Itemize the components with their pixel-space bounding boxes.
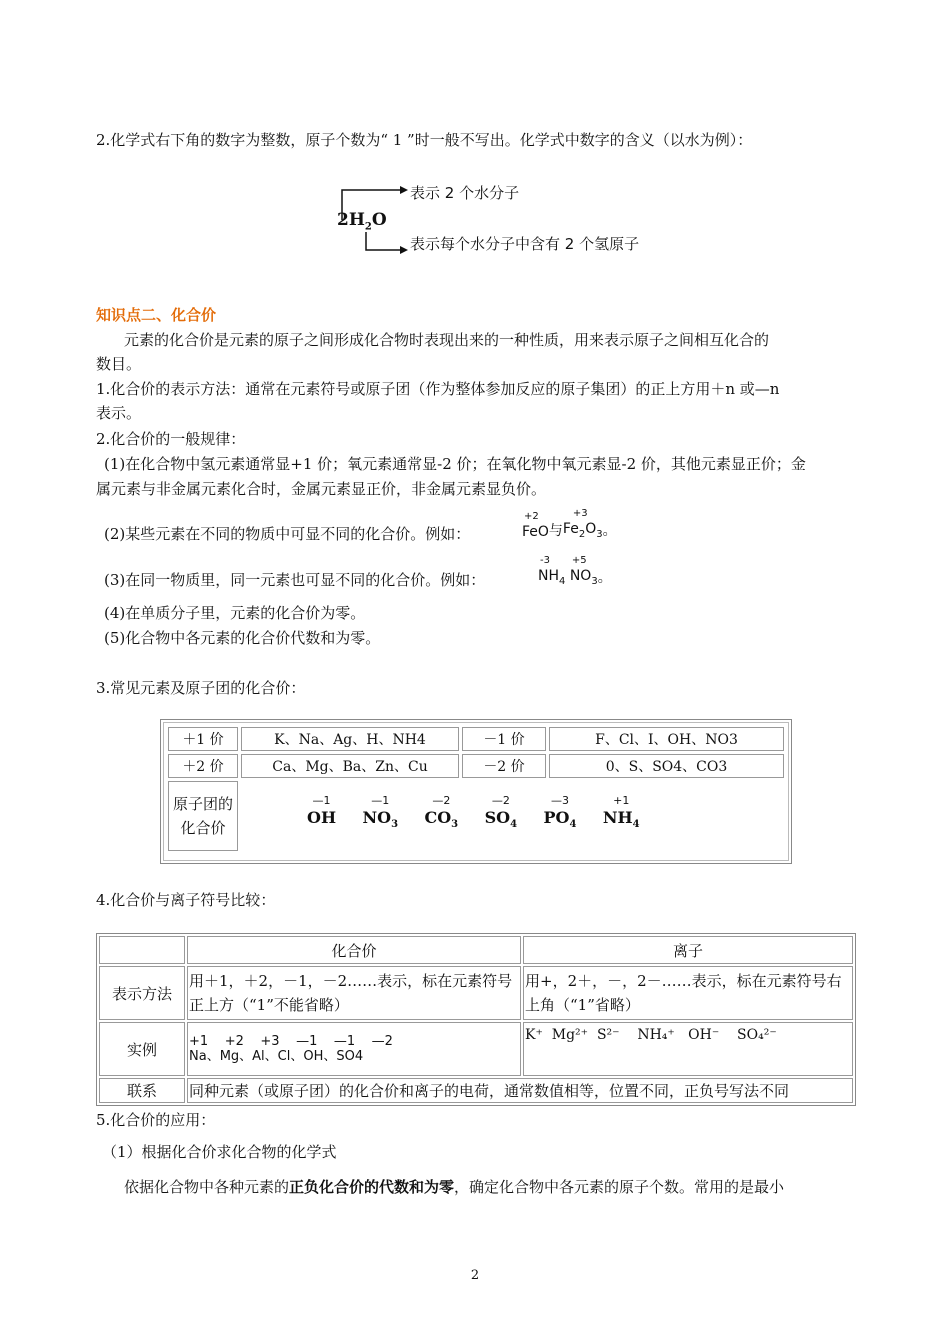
row-example-valence: +1 +2 +3 —1 —1 —2 Na、Mg、Al、Cl、OH、SO4 bbox=[187, 1022, 521, 1076]
diagram-bottom-label: 表示每个水分子中含有 2 个氢原子 bbox=[410, 235, 640, 253]
rule5-text: (5)化合物中各元素的化合价代数和为零。 bbox=[104, 629, 381, 647]
cell-plus1-elements: K、Na、Ag、H、NH4 bbox=[241, 727, 459, 751]
rule4-text: (4)在单质分子里，元素的化合价为零。 bbox=[104, 604, 366, 622]
rule-notation-line-1: 1.化合价的表示方法：通常在元素符号或原子团（作为整体参加反应的原子集团）的正上方用＋n 或—n bbox=[96, 380, 780, 398]
rule2-example: +2 FeO与 +3 $Fe_2O_3$。 bbox=[522, 508, 617, 540]
radical-so4: —2 $SO_4$ bbox=[484, 794, 518, 831]
cell-minus2-label: －2 价 bbox=[462, 754, 546, 778]
row-notation-label: 表示方法 bbox=[99, 966, 185, 1020]
common-valence-title: 3.常见元素及原子团的化合价： bbox=[96, 679, 306, 697]
common-valence-table bbox=[160, 719, 792, 864]
header-empty bbox=[99, 936, 185, 964]
cell-minus1-label: －1 价 bbox=[462, 727, 546, 751]
row-notation-valence: 用＋1，＋2，－1，－2……表示，标在元素符号正上方（“1”不能省略） bbox=[187, 966, 521, 1020]
rule2-text: (2)某些元素在不同的物质中可显不同的化合价。例如： bbox=[104, 525, 471, 543]
cell-minus1-elements: F、Cl、I、OH、NO3 bbox=[549, 727, 784, 751]
rule1-line-b: 属元素与非金属元素化合时，金属元素显正价，非金属元素显负价。 bbox=[96, 480, 547, 498]
rule-notation-line-2: 表示。 bbox=[96, 404, 142, 422]
radical-po4: —3 $PO_4$ bbox=[543, 794, 577, 831]
diagram-top-label: 表示 2 个水分子 bbox=[410, 184, 520, 202]
application-title: 5.化合价的应用： bbox=[96, 1111, 216, 1129]
radical-co3: —2 $CO_3$ bbox=[424, 794, 459, 831]
header-ion: 离子 bbox=[523, 936, 853, 964]
cell-plus1-label: ＋1 价 bbox=[168, 727, 238, 751]
rule3-example: -3 $NH_4$ +5 $NO_3$。 bbox=[538, 555, 612, 587]
row-relation-label: 联系 bbox=[99, 1078, 185, 1103]
cell-plus2-label: ＋2 价 bbox=[168, 754, 238, 778]
radical-no3: —1 $NO_3$ bbox=[362, 794, 399, 831]
cell-plus2-elements: Ca、Mg、Ba、Zn、Cu bbox=[241, 754, 459, 778]
rule3-text: (3)在同一物质里，同一元素也可显不同的化合价。例如： bbox=[104, 571, 486, 589]
header-valence: 化合价 bbox=[187, 936, 521, 964]
paragraph-chemical-formula-subscript: 2.化学式右下角的数字为整数，原子个数为“ 1 ”时一般不写出。化学式中数字的含义（以水为例）： bbox=[96, 131, 753, 149]
radical-oh: —1 OH bbox=[307, 794, 337, 828]
comparison-title: 4.化合价与离子符号比较： bbox=[96, 891, 276, 909]
radical-groups bbox=[241, 781, 784, 851]
intro-line-1: 元素的化合价是元素的原子之间形成化合物时表现出来的一种性质，用来表示原子之间相互化合的 bbox=[124, 331, 770, 349]
row-example-label: 实例 bbox=[99, 1022, 185, 1076]
cell-radical-label: 原子团的 化合价 bbox=[168, 781, 238, 851]
application-paragraph: 依据化合物中各种元素的正负化合价的代数和为零，确定化合物中各元素的原子个数。常用的是最小 bbox=[124, 1178, 785, 1196]
valence-ion-comparison-table bbox=[96, 933, 856, 1106]
rule1-line-a: (1)在化合物中氢元素通常显+1 价；氧元素通常显-2 价；在氧化物中氧元素显-2 价，其他元素显正价；金 bbox=[104, 455, 806, 473]
intro-line-2: 数目。 bbox=[96, 355, 142, 373]
page-number: 2 bbox=[470, 1268, 480, 1283]
cell-minus2-elements: 0、S、SO4、CO3 bbox=[549, 754, 784, 778]
row-example-ion: K⁺ Mg²⁺ S²⁻ NH₄⁺ OH⁻ SO₄²⁻ bbox=[523, 1022, 853, 1076]
application-item-1: （1）根据化合价求化合物的化学式 bbox=[102, 1143, 337, 1161]
row-notation-ion: 用+，2＋，－，2－……表示，标在元素符号右上角（“1”省略） bbox=[523, 966, 853, 1020]
radical-nh4: +1 $NH_4$ bbox=[602, 794, 640, 831]
water-formula: $2H_2O$ bbox=[337, 210, 387, 233]
general-rules-title: 2.化合价的一般规律： bbox=[96, 430, 246, 448]
row-relation-text: 同种元素（或原子团）的化合价和离子的电荷，通常数值相等，位置不同，正负号写法不同 bbox=[187, 1078, 853, 1103]
section-title: 知识点二、化合价 bbox=[96, 306, 217, 324]
